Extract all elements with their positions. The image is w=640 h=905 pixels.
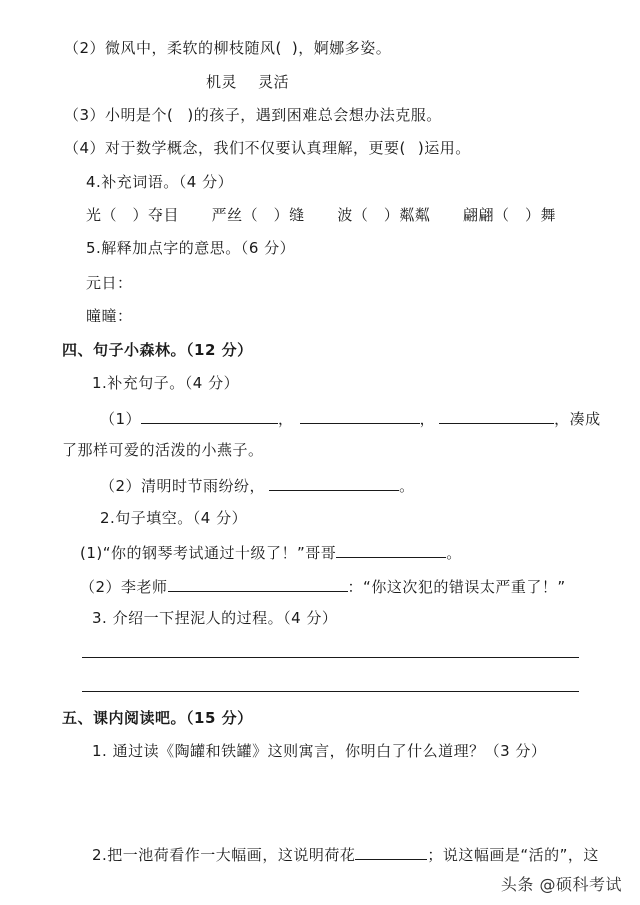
- s5-q1: 1. 通过读《陶罐和铁罐》这则寓言，你明白了什么道理？（3 分）: [92, 742, 547, 760]
- s4-q1-heading: 1.补充句子。（4 分）: [92, 374, 240, 392]
- s4-q1-item1-continued: 了那样可爱的活泼的小燕子。: [62, 441, 264, 459]
- watermark: 头条 @硕科考试: [500, 875, 622, 894]
- answer-blank[interactable]: [269, 474, 399, 491]
- answer-line[interactable]: [82, 691, 579, 692]
- answer-blank[interactable]: [336, 541, 446, 558]
- word-item: 翩翩（ ）舞: [462, 206, 556, 224]
- s4-q2-heading: 2.句子填空。（4 分）: [100, 509, 248, 527]
- answer-blank[interactable]: [141, 407, 278, 424]
- answer-blank[interactable]: [168, 575, 348, 592]
- answer-line[interactable]: [82, 657, 579, 658]
- s4-q1-item1: （1） ， ， ，凑成: [100, 407, 601, 429]
- word-item: 波（ ）粼粼: [337, 206, 431, 224]
- answer-blank[interactable]: [300, 407, 420, 424]
- s4-q2-item1: (1)“你的钢琴考试通过十级了！”哥哥 。: [80, 541, 462, 563]
- subquestion-5-heading: 5.解释加点字的意思。（6 分）: [86, 239, 296, 257]
- definition-tongtong: 曈曈：: [86, 307, 133, 325]
- answer-blank[interactable]: [439, 407, 554, 424]
- s4-q3-heading: 3. 介绍一下捏泥人的过程。（4 分）: [92, 609, 338, 627]
- q3-item2: （2）微风中，柔软的柳枝随风( )，婀娜多姿。: [64, 39, 392, 57]
- subquestion-4-heading: 4.补充词语。（4 分）: [86, 173, 234, 191]
- q3-item3: （3）小明是个( )的孩子，遇到困难总会想办法克服。: [64, 106, 442, 124]
- definition-yuanri: 元日：: [86, 274, 133, 292]
- section-5-title: 五、课内阅读吧。（15 分）: [62, 709, 253, 727]
- section-4-title: 四、句子小森林。（12 分）: [62, 341, 253, 359]
- s4-q2-item2: （2）李老师 ：“你这次犯的错误太严重了！”: [80, 575, 566, 597]
- word-item: 严丝（ ）缝: [211, 206, 305, 224]
- answer-blank[interactable]: [355, 843, 427, 860]
- s4-q1-item2: （2）清明时节雨纷纷， 。: [100, 474, 415, 496]
- s5-q2: 2.把一池荷看作一大幅画，这说明荷花 ；说这幅画是“活的”，这: [92, 843, 599, 865]
- word-item: 光（ ）夺目: [86, 206, 180, 224]
- word-options: 机灵 灵活: [206, 73, 290, 91]
- q3-item4: （4）对于数学概念，我们不仅要认真理解，更要( )运用。: [64, 139, 471, 157]
- item-number: （2）: [64, 39, 106, 57]
- word-list: [86, 205, 556, 225]
